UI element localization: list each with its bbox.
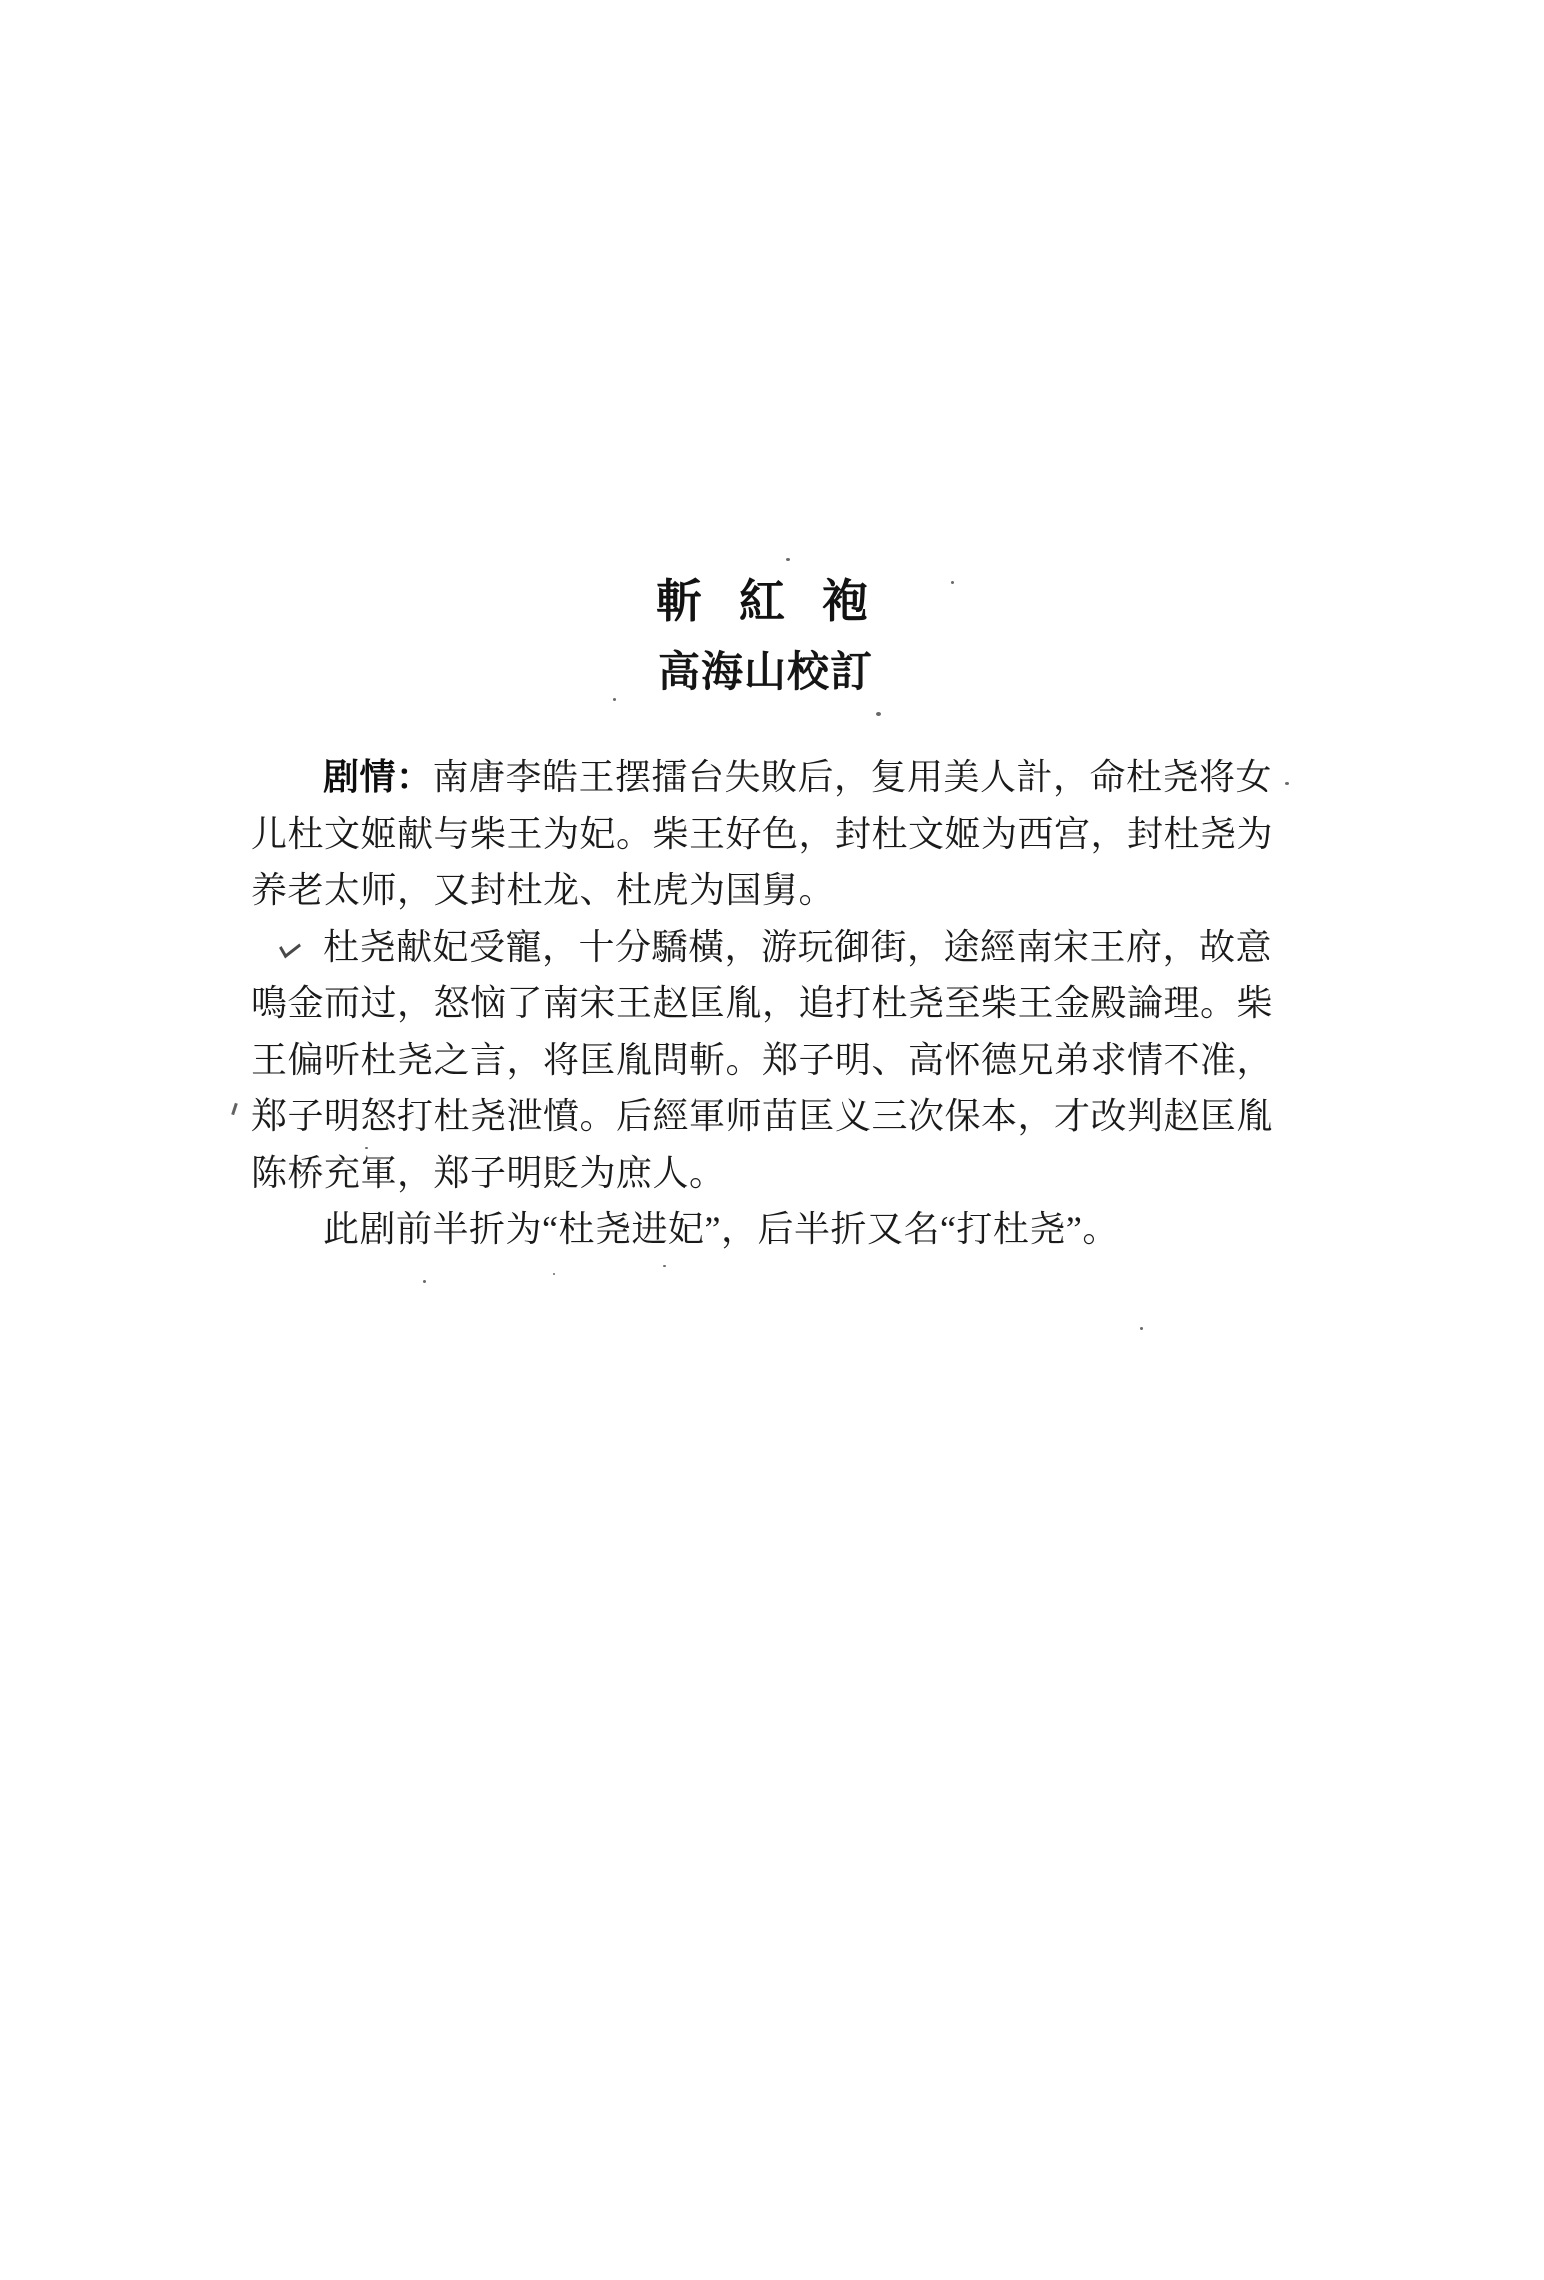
stray-apostrophe-mark [231,1103,238,1115]
text-line-2: 儿杜文姬献与柴王为妃。柴王好色，封杜文姬为西宫，封杜尧为 [251,813,1274,854]
scan-speck [613,698,616,701]
scan-speck [786,558,790,561]
scan-speck [1285,782,1289,785]
scan-speck [876,712,881,716]
document-title: 斬紅袍 [656,576,905,627]
scan-speck [1140,1327,1143,1330]
text-line-1 [251,749,1291,806]
text-line-6: 王偏听杜尧之言，将匡胤問斬。郑子明、高怀德兄弟求情不准， [251,1039,1274,1080]
scan-speck [553,1273,555,1275]
text-line-3: 养老太师，又封杜龙、杜虎为国舅。 [251,870,836,910]
text-line-8: 陈桥充軍，郑子明貶为庶人。 [251,1152,726,1193]
text-line-9: 此剧前半折为“杜尧进妃”，后半折又名“打杜尧”。 [323,1209,1119,1249]
synopsis-label: 剧情： [323,756,433,797]
synopsis-text-block [251,749,1291,1258]
text-line-4: 杜尧献妃受寵，十分驕橫，游玩御街，途經南宋王府，故意 [323,926,1273,967]
scan-speck [365,1147,368,1149]
document-byline: 高海山校訂 [658,650,874,696]
text-line-5: 鳴金而过，怒恼了南宋王赵匡胤，追打杜尧至柴王金殿論理。柴 [251,983,1274,1023]
text-line-1-content: 南唐李皓王摆擂台失敗后，复用美人計，命杜尧将女 [432,757,1273,797]
text-line-7: 郑子明怒打杜尧泄憤。后經軍师苗匡义三次保本，才改判赵匡胤 [251,1096,1274,1136]
scan-speck [951,581,954,584]
scan-speck [663,1265,666,1267]
scan-speck [423,1280,426,1283]
